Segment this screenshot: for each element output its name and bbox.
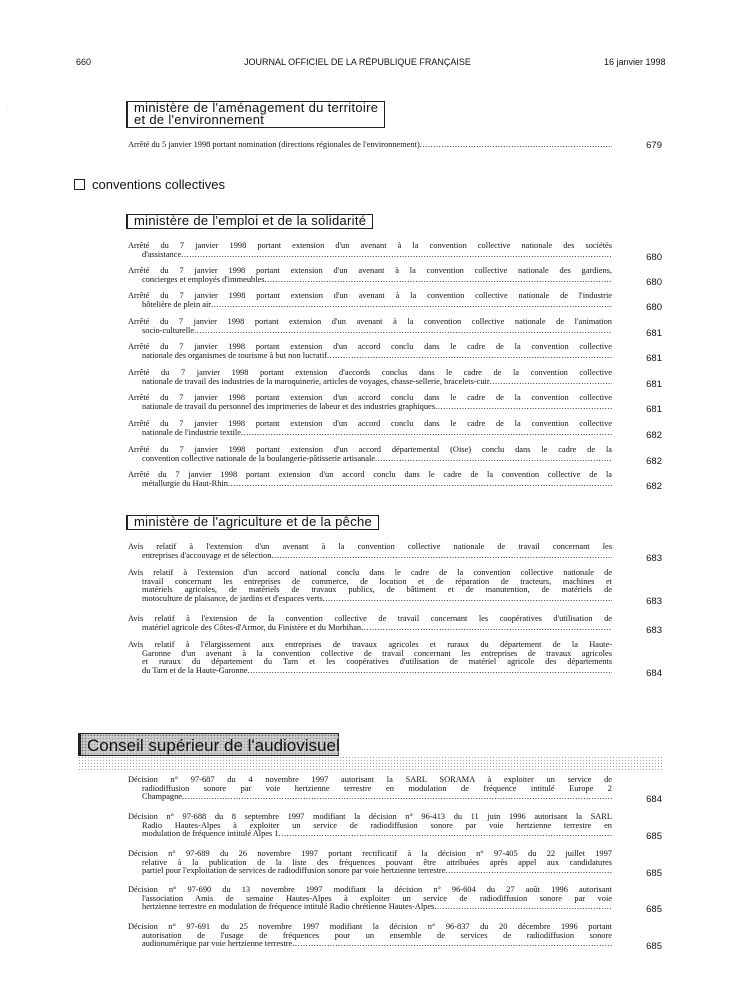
issue-date: 16 janvier 1998 bbox=[604, 57, 666, 67]
entry-text: motoculture de plaisance, de jardins et d'espaces verts bbox=[142, 593, 323, 603]
leader-dots bbox=[194, 327, 612, 336]
ministry-title: ministère de l'agriculture et de la pêche bbox=[134, 514, 373, 529]
toc-entry[interactable] bbox=[128, 615, 612, 632]
entry-page: 681 bbox=[646, 353, 662, 364]
entry-line: Arrêté du 7 janvier 1998 portant extension d'un avenant à la convention collective nationale des sociétés bbox=[128, 242, 612, 250]
entry-page: 681 bbox=[646, 328, 662, 339]
entry-line: Avis relatif à l'extension de la convention collective de travail concernant les coopératives d'utilisation de bbox=[128, 615, 612, 623]
toc-entry[interactable] bbox=[128, 394, 612, 411]
entry-line: Garonne d'un avenant à la convention collective de travail concernant les entreprises de travaux agricoles bbox=[142, 649, 612, 658]
entry-text: convention collective nationale de la boulangerie-pâtisserie artisanale bbox=[142, 453, 376, 463]
entry-page: 680 bbox=[646, 302, 662, 313]
entry-text: d'assistance bbox=[142, 249, 182, 259]
entry-page: 685 bbox=[646, 904, 662, 916]
entry-last-line bbox=[128, 867, 612, 876]
toc-entry[interactable] bbox=[128, 641, 612, 675]
entry-line: Radio Hautes-Alpes à exploiter un service de radiodiffusion sonore par voie hertzienne terrestre en bbox=[142, 821, 612, 830]
entry-page: 679 bbox=[646, 140, 662, 151]
entry-text: nationale de l'industrie textile bbox=[142, 427, 241, 437]
entry-last-line bbox=[128, 327, 612, 336]
entry-last-line bbox=[128, 403, 612, 412]
entry-text: nationale de travail du personnel des imprimeries de labeur et des industries graphiques bbox=[142, 401, 436, 411]
entry-text: audionumérique par voie hertzienne terrestre bbox=[142, 939, 293, 949]
journal-title: JOURNAL OFFICIEL DE LA RÉPUBLIQUE FRANÇAISE bbox=[244, 57, 471, 67]
toc-entry[interactable] bbox=[128, 343, 612, 360]
entry-last-line bbox=[128, 903, 612, 912]
toc-entry[interactable] bbox=[128, 850, 612, 876]
entry-last-line bbox=[128, 793, 612, 802]
entry-text: métallurgie du Haut-Rhin bbox=[142, 478, 228, 488]
entry-line: Arrêté du 7 janvier 1998 portant extension d'un accord conclu dans le cadre de la convention collective bbox=[128, 394, 612, 402]
leader-dots bbox=[490, 378, 612, 387]
toc-entry[interactable] bbox=[128, 242, 612, 259]
toc-entry[interactable] bbox=[128, 776, 612, 802]
entry-last-line bbox=[128, 301, 612, 310]
entry-line: Arrêté du 7 janvier 1998 portant extension d'un accord conclu dans le cadre de la convention collective bbox=[128, 343, 612, 351]
entry-page: 682 bbox=[646, 430, 662, 441]
entry-text: nationale de travail des industries de la maroquinerie, articles de voyages, chasse-sellerie, bracelets-cuir bbox=[142, 376, 490, 386]
entry-text: concierges et employés d'immeubles bbox=[142, 274, 265, 284]
entry-page: 680 bbox=[646, 277, 662, 288]
entry-line: l'association Amis de semaine Hautes-Alpes à exploiter un service de radiodiffusion sonore par voie bbox=[142, 894, 612, 903]
leader-dots bbox=[182, 793, 612, 802]
entry-last-line bbox=[128, 624, 612, 633]
checkbox-icon bbox=[74, 179, 85, 190]
leader-dots bbox=[265, 276, 612, 285]
entry-last-line bbox=[128, 378, 612, 387]
entry-text: du Tarn et de la Haute-Garonne bbox=[142, 665, 248, 675]
entry-line: travail concernant les entreprises de commerce, de location et de réparation de tracteurs, machines et bbox=[142, 577, 612, 586]
entry-line: Arrêté du 7 janvier 1998 portant extension d'un accord conclu dans le cadre de la convention collective bbox=[128, 420, 612, 428]
leader-dots bbox=[361, 624, 612, 633]
entry-page: 684 bbox=[646, 794, 662, 806]
entry-line: Arrêté du 7 janvier 1998 portant extension d'accords conclus dans le cadre de la convention collective bbox=[128, 369, 612, 377]
entry-last-line bbox=[128, 429, 612, 438]
entry-line: Avis relatif à l'élargissement aux entreprises de travaux agricoles et ruraux du département de la Haute- bbox=[128, 641, 612, 649]
leader-dots bbox=[375, 455, 612, 464]
entry-line: matériels agricoles, de matériels de travaux publics, de bâtiment et de manutention, de matériels de bbox=[142, 586, 612, 595]
ministry-heading-emploi bbox=[126, 214, 373, 229]
leader-dots bbox=[327, 352, 612, 361]
entry-text: Champagne bbox=[142, 792, 183, 802]
entry-line: relative à la publication de la liste des fréquences pouvant être attribuées après appel aux candidatures bbox=[142, 858, 612, 867]
entry-line: Décision n° 97-687 du 4 novembre 1997 autorisant la SARL SORAMA à exploiter un service de bbox=[128, 776, 612, 784]
entry-page: 685 bbox=[646, 868, 662, 880]
toc-entry[interactable] bbox=[128, 471, 612, 488]
entry-text: nationale des organismes de tourisme à but non lucratif bbox=[142, 350, 327, 360]
entry-text: Arrêté du 5 janvier 1998 portant nomination (directions régionales de l'environnement) bbox=[128, 140, 420, 149]
entry-line: Avis relatif à l'extension d'un avenant à la convention collective nationale de travail concernant les bbox=[128, 543, 612, 551]
toc-entry[interactable] bbox=[128, 141, 612, 150]
leader-dots bbox=[323, 595, 612, 604]
entry-line: Décision n° 97-691 du 25 novembre 1997 modifiant la décision n° 96-837 du 20 décembre 1996 portant bbox=[128, 923, 612, 931]
toc-entry[interactable] bbox=[128, 267, 612, 284]
entry-text: socio-culturelle bbox=[142, 325, 195, 335]
section-heading-label: conventions collectives bbox=[92, 177, 225, 192]
toc-entry[interactable] bbox=[128, 292, 612, 309]
leader-dots bbox=[228, 480, 612, 489]
toc-entry[interactable] bbox=[128, 923, 612, 949]
entry-last-line bbox=[128, 251, 612, 260]
leader-dots bbox=[181, 251, 612, 260]
entry-page: 683 bbox=[646, 552, 662, 564]
entry-text: entreprises d'accouvage et de sélection bbox=[142, 550, 272, 560]
entry-page: 682 bbox=[646, 456, 662, 467]
stipple-band bbox=[78, 756, 662, 770]
toc-entry[interactable] bbox=[128, 886, 612, 912]
csa-heading bbox=[78, 733, 339, 756]
toc-entry[interactable] bbox=[128, 420, 612, 437]
leader-dots bbox=[434, 903, 612, 912]
entry-last-line bbox=[128, 595, 612, 604]
entry-last-line bbox=[128, 480, 612, 489]
entry-last-line bbox=[128, 940, 612, 949]
entry-line: Décision n° 97-688 du 8 septembre 1997 modifiant la décision n° 96-413 du 11 juin 1996 autorisant la SARL bbox=[128, 813, 612, 821]
ministry-title-line1: ministère de l'aménagement du territoire bbox=[134, 100, 379, 115]
entry-line: autorisation de l'usage de fréquences pour un ensemble de services de radiodiffusion sonore bbox=[142, 931, 612, 940]
entry-page: 681 bbox=[646, 379, 662, 390]
entry-line: radiodiffusion sonore par voie hertzienne terrestre en modulation de fréquence intitulé Europe 2 bbox=[142, 784, 612, 793]
leader-dots bbox=[435, 403, 612, 412]
leader-dots bbox=[271, 552, 612, 561]
toc-entry[interactable] bbox=[128, 446, 612, 463]
entry-text: matériel agricole des Côtes-d'Armor, du Finistère et du Morbihan bbox=[142, 622, 362, 632]
entry-last-line bbox=[128, 830, 612, 839]
entry-page: 681 bbox=[646, 404, 662, 415]
entry-line: Arrêté du 7 janvier 1998 portant extension d'un avenant à la convention collective nationale de l'industrie bbox=[128, 292, 612, 300]
entry-line: Arrêté du 7 janvier 1998 portant extension d'un accord conclu dans le cadre de la convention collective de la bbox=[128, 471, 612, 479]
entry-line: Arrêté du 7 janvier 1998 portant extension d'un avenant à la convention collective nationale des gardiens, bbox=[128, 267, 612, 275]
entry-line: Décision n° 97-690 du 13 novembre 1997 modifiant la décision n° 96-604 du 27 août 1996 autorisant bbox=[128, 886, 612, 894]
leader-dots bbox=[445, 867, 612, 876]
toc-entry[interactable] bbox=[128, 569, 612, 603]
entry-text: hertzienne terrestre en modulation de fréquence intitulé Radio chrétienne Hautes-Alpes bbox=[142, 902, 435, 912]
entry-line: et ruraux du département du Tarn et les coopératives d'utilisation de matériel agricole des départements bbox=[142, 658, 612, 667]
toc-entry[interactable] bbox=[128, 369, 612, 386]
entry-last-line bbox=[128, 455, 612, 464]
entry-page: 680 bbox=[646, 252, 662, 263]
leader-dots bbox=[420, 141, 612, 150]
section-heading-conventions bbox=[74, 177, 225, 192]
toc-entry[interactable] bbox=[128, 318, 612, 335]
csa-title: Conseil supérieur de l'audiovisuel bbox=[87, 736, 340, 755]
entry-line: Arrêté du 7 janvier 1998 portant extension d'un accord départemental (Oise) conclu dans le cadre de la bbox=[128, 446, 612, 454]
entry-page: 684 bbox=[646, 667, 662, 679]
entry-line: Décision n° 97-689 du 26 novembre 1997 portant rectificatif à la décision n° 97-405 du 22 juillet 1997 bbox=[128, 850, 612, 858]
toc-entry[interactable] bbox=[128, 813, 612, 839]
ministry-title: ministère de l'emploi et de la solidarité bbox=[134, 213, 367, 228]
entry-line: Arrêté du 7 janvier 1998 portant extension d'un avenant à la convention collective nationale de l'animation bbox=[128, 318, 612, 326]
toc-entry[interactable] bbox=[128, 543, 612, 560]
leader-dots bbox=[241, 429, 612, 438]
margin-mark: · bbox=[7, 108, 9, 113]
entry-page: 683 bbox=[646, 624, 662, 636]
ministry-heading-agriculture bbox=[126, 515, 379, 530]
entry-last-line bbox=[128, 276, 612, 285]
entry-page: 685 bbox=[646, 941, 662, 953]
leader-dots bbox=[279, 830, 612, 839]
entry-page: 685 bbox=[646, 831, 662, 843]
entry-last-line bbox=[128, 552, 612, 561]
entry-text: hôtelière de plein air bbox=[142, 299, 212, 309]
entry-page: 683 bbox=[646, 595, 662, 607]
entry-line: Avis relatif à l'extension d'un accord national conclu dans le cadre de la convention collective nationale de bbox=[128, 569, 612, 577]
leader-dots bbox=[292, 940, 612, 949]
entry-page: 682 bbox=[646, 481, 662, 492]
leader-dots bbox=[211, 301, 612, 310]
entry-text: partiel pour l'exploitation de services de radiodiffusion sonore par voie hertzienne terrestre bbox=[142, 866, 446, 876]
page-number: 660 bbox=[76, 57, 92, 67]
entry-last-line bbox=[128, 352, 612, 361]
entry-text: modulation de fréquence intitulé Alpes 1 bbox=[142, 829, 279, 839]
ministry-title-line2: et de l'environnement bbox=[134, 112, 265, 127]
leader-dots bbox=[248, 667, 612, 676]
entry-last-line bbox=[128, 667, 612, 676]
ministry-heading-amenagement bbox=[126, 101, 385, 128]
